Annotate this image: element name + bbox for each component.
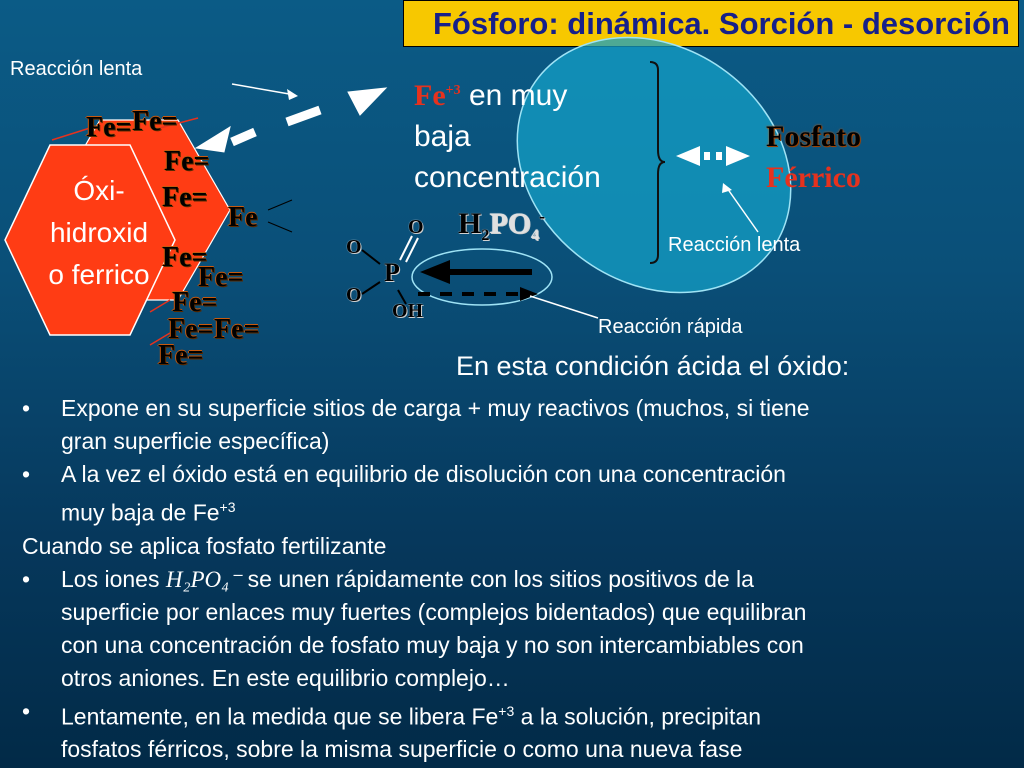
fe-label: Fe= (86, 112, 132, 143)
fe-label: Fe= (162, 242, 208, 273)
oxygen-bottom: O (346, 284, 362, 306)
fe-label: Fe= (198, 262, 244, 293)
slow-reaction-label-right: Reacción lenta (668, 234, 801, 256)
h2po4-formula: $H_2PO_4^-$ (458, 206, 546, 244)
plain-line: Cuando se aplica fosfato fertilizante (22, 532, 387, 559)
condition-heading: En esta condición ácida el óxido: (456, 351, 850, 381)
fe-label: Fe= (168, 314, 214, 345)
oxygen-top: O (408, 216, 424, 238)
fe-label: Fe= (164, 146, 210, 177)
fe-label: Fe= (214, 314, 260, 345)
bullet-item: • A la vez el óxido está en equilibrio de disolución con una concentración (22, 458, 1012, 491)
fe-label: Fe (228, 202, 258, 233)
fe-label: Fe= (172, 287, 218, 318)
fe3-concentration-text: $Fe^{+3}$ en muy baja concentración (414, 79, 601, 194)
phosphorus: P (384, 258, 400, 287)
slide-title: Fósforo: dinámica. Sorción - desorción (403, 0, 1019, 47)
bullet-item: • Los iones H₂PO₄⁻ se unen rápidamente con los sitios positivos de la (22, 563, 1012, 596)
fast-reaction-label: Reacción rápida (598, 316, 743, 338)
slow-reaction-label-top: Reacción lenta (10, 58, 143, 80)
bullet-item: • Lentamente, en la medida que se libera $Fe^{+3}$ a la solución, precipitan (22, 695, 1012, 734)
oxygen-left: O (346, 236, 362, 258)
fe-label: Fe= (158, 340, 204, 371)
fe-label: Fe= (132, 106, 178, 137)
oxide-label: Óxi- hidroxid o ferrico (48, 175, 150, 290)
bullet-item: • Expone en su superficie sitios de carga + muy reactivos (muchos, si tiene (22, 392, 1012, 425)
ferric-phosphate-label: Fosfato Férrico (766, 120, 861, 194)
hydroxyl: OH (392, 300, 424, 322)
fe-label: Fe= (162, 182, 208, 213)
bullet-list: • Expone en su superficie sitios de carga + muy reactivos (muchos, si tiene gran superficie específica) • A la vez el óxido está en equilibrio de disolución con una concentración muy baja de $Fe^{+3}$ Cuando se aplica fosfato fertilizante • Los iones H₂PO₄⁻ se unen rápidamente con los sitios positivos de la superficie por enlaces muy fuertes (complejos bidentados) que equilibran con una concentración de fosfato muy baja y no son intercambiables con otros aniones. En este equilibrio complejo… • Lentamente, en la medida que se libera $Fe^{+3}$ a la solución, precipitan fosfatos férricos, sobre la misma superficie o como una nueva fase (22, 392, 1012, 766)
